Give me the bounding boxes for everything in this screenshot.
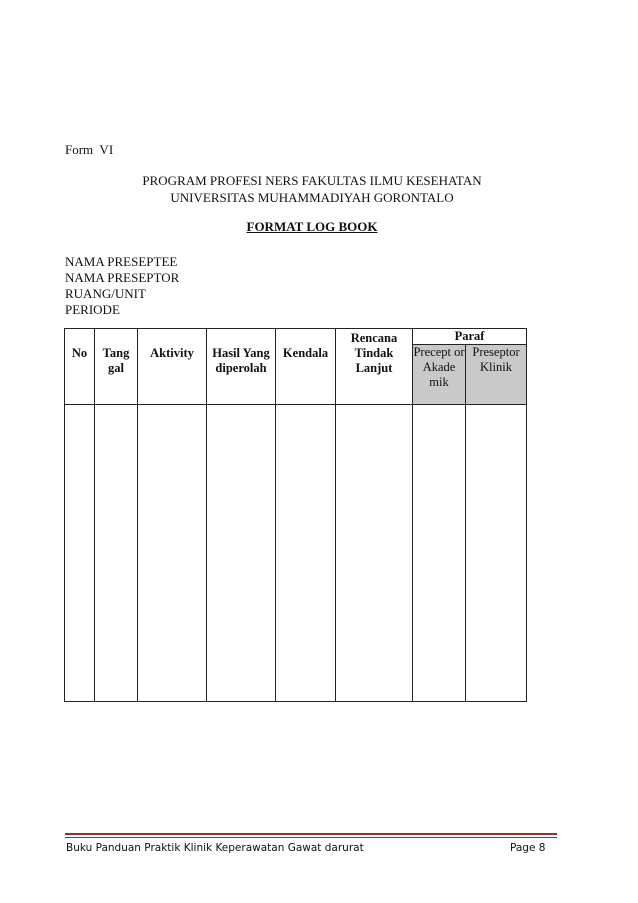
cell-tanggal [95,405,138,702]
form-label: Form VI [65,142,114,157]
col-paraf: Paraf [413,329,527,345]
cell-hasil [207,405,276,702]
cell-paraf-akademik [413,405,466,702]
col-hasil: Hasil Yang diperolah [207,329,276,405]
field-nama-preseptor: NAMA PRESEPTOR [65,270,180,285]
cell-rencana [336,405,413,702]
col-no: No [65,329,95,405]
field-ruang-unit: RUANG/UNIT [65,286,146,301]
log-book-table [64,328,527,702]
footer-divider-thick [65,833,557,835]
identity-fields [65,254,179,318]
page-title: FORMAT LOG BOOK [246,219,378,234]
col-rencana: Rencana Tindak Lanjut [336,329,413,405]
university-heading: UNIVERSITAS MUHAMMADIYAH GORONTALO [170,190,454,205]
cell-aktivity [138,405,207,702]
cell-paraf-klinik [466,405,527,702]
col-kendala: Kendala [276,329,336,405]
program-heading: PROGRAM PROFESI NERS FAKULTAS ILMU KESEHATAN [142,173,482,188]
field-nama-preseptee: NAMA PRESEPTEE [65,254,178,269]
cell-no [65,405,95,702]
col-paraf-preceptor-akademik: Precept or Akade mik [413,345,466,405]
footer-book-title: Buku Panduan Praktik Klinik Keperawatan Gawat darurat [66,842,364,854]
footer-divider-thin [65,837,557,838]
col-paraf-preseptor-klinik: Preseptor Klinik [466,345,527,405]
table-row [65,405,527,702]
footer-page-number: Page 8 [510,842,546,854]
col-tanggal: Tang gal [95,329,138,405]
col-aktivity: Aktivity [138,329,207,405]
field-periode: PERIODE [65,302,120,317]
cell-kendala [276,405,336,702]
